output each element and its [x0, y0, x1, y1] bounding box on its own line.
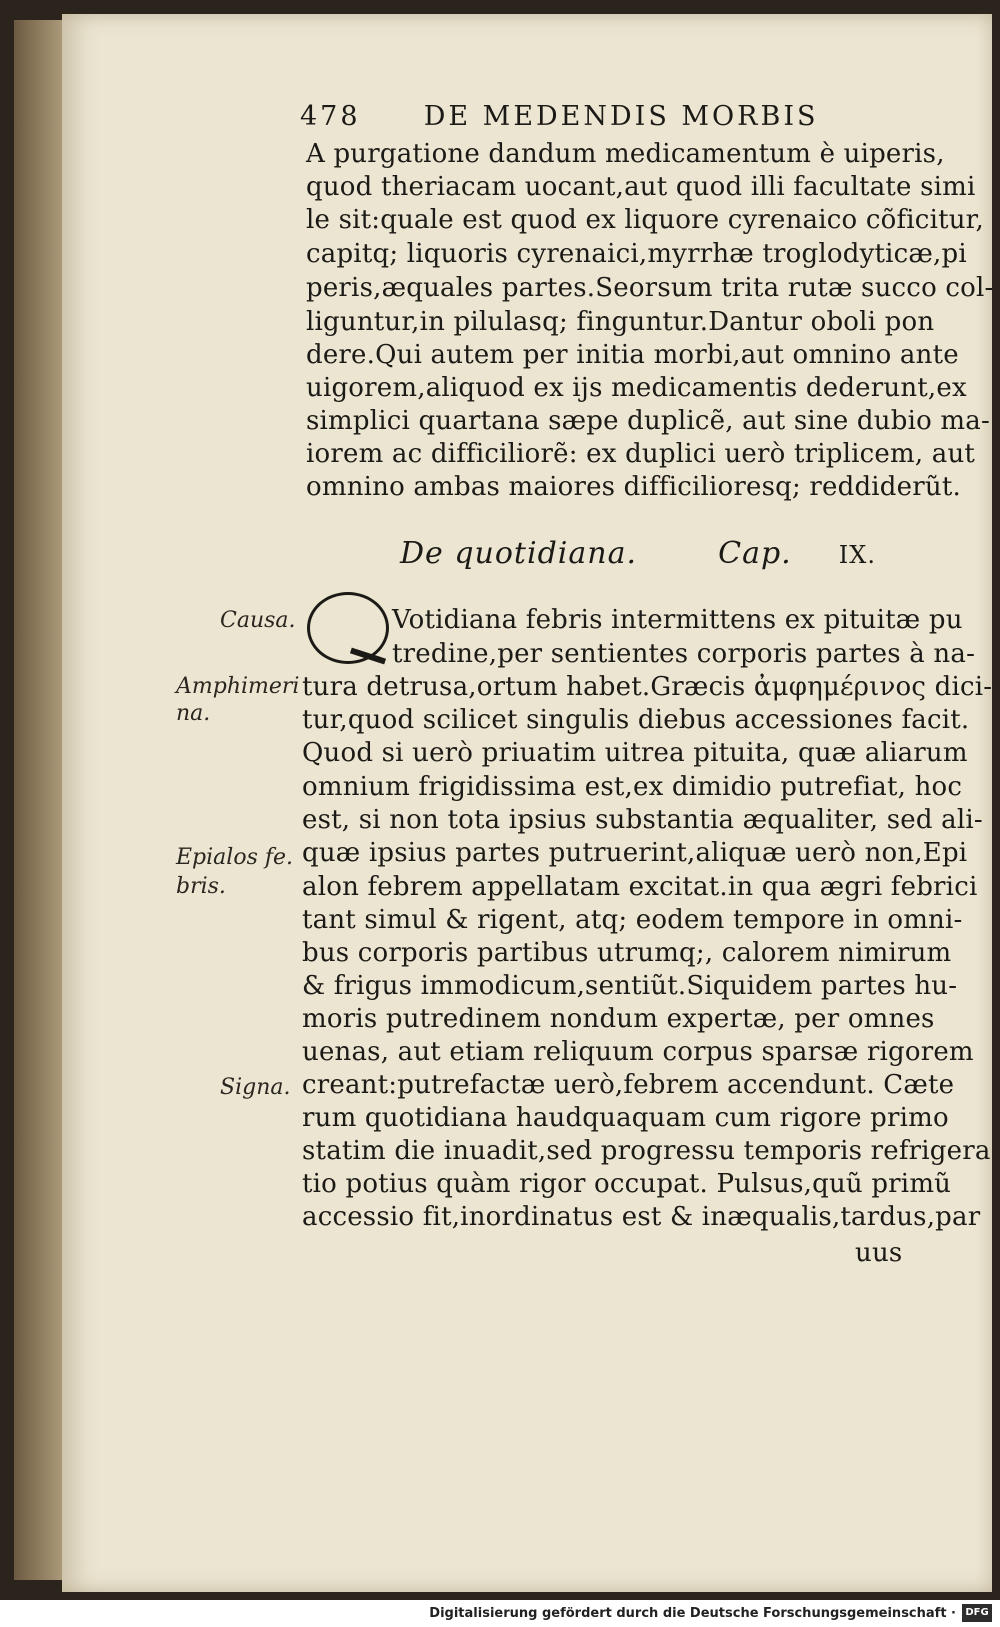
drop-cap-q-ornament — [307, 592, 389, 664]
page-number: 478 — [300, 101, 361, 132]
margin-note-signa: Signa. — [220, 1075, 291, 1100]
running-header — [300, 101, 819, 132]
text-line: tura detrusa,ortum habet.Græcis ἀμφημέρινος dici- — [302, 672, 993, 702]
text-line: quod theriacam uocant,aut quod illi facultate simi — [306, 172, 976, 202]
text-line: statim die inuadit,sed progressu temporis refrigera — [302, 1136, 991, 1166]
text-line: alon febrem appellatam excitat.in qua ægri febrici — [302, 872, 978, 902]
text-line: tredine,per sentientes corporis partes à na- — [392, 639, 976, 669]
chapter-title: De quotidiana. — [400, 536, 638, 571]
text-line: quæ ipsius partes putruerint,aliquæ uerò non,Epi — [302, 838, 968, 868]
margin-note-epialos: bris. — [176, 874, 226, 899]
text-line: uigorem,aliquod ex ijs medicamentis dederunt,ex — [306, 373, 967, 403]
text-line: omnino ambas maiores difficilioresq; reddiderũt. — [306, 472, 961, 502]
text-line: capitq; liquoris cyrenaici,myrrhæ troglodyticæ,pi — [306, 239, 967, 269]
text-line: Quod si uerò priuatim uitrea pituita, quæ aliarum — [302, 738, 968, 768]
text-line: dere.Qui autem per initia morbi,aut omnino ante — [306, 340, 959, 370]
text-line: & frigus immodicum,sentiũt.Siquidem partes hu- — [302, 971, 958, 1001]
chapter-number: IX. — [838, 541, 876, 569]
running-title: DE MEDENDIS MORBIS — [423, 101, 819, 132]
text-line: omnium frigidissima est,ex dimidio putrefiat, hoc — [302, 772, 963, 802]
text-line: creant:putrefactæ uerò,febrem accendunt. Cæte — [302, 1070, 955, 1100]
digitization-footer — [0, 1600, 1000, 1627]
text-line: est, si non tota ipsius substantia æqualiter, sed ali- — [302, 805, 983, 835]
text-line: accessio fit,inordinatus est & inæqualis,tardus,par — [302, 1202, 981, 1232]
text-line: iorem ac difficiliorẽ: ex duplici uerò triplicem, aut — [306, 439, 976, 469]
margin-note-amphimerina: Amphimeri — [176, 674, 300, 699]
text-line: rum quotidiana haudquaquam cum rigore primo — [302, 1103, 949, 1133]
dfg-logo-icon: DFG — [962, 1604, 992, 1622]
text-line: peris,æquales partes.Seorsum trita rutæ succo col- — [306, 273, 994, 303]
chapter-cap-label: Cap. — [718, 536, 792, 571]
chapter-heading — [400, 536, 876, 571]
text-line: tio potius quàm rigor occupat. Pulsus,quũ primũ — [302, 1169, 952, 1199]
text-line: tur,quod scilicet singulis diebus accessiones facit. — [302, 705, 970, 735]
text-line: le sit:quale est quod ex liquore cyrenaico cõficitur, — [306, 205, 984, 235]
text-line: uenas, aut etiam reliquum corpus sparsæ rigorem — [302, 1037, 974, 1067]
text-line: moris putredinem nondum expertæ, per omnes — [302, 1004, 935, 1034]
margin-note-amphimerina: na. — [176, 701, 211, 726]
text-line: liguntur,in pilulasq; finguntur.Dantur oboli pon — [306, 307, 935, 337]
text-line: tant simul & rigent, atq; eodem tempore in omni- — [302, 905, 963, 935]
margin-note-epialos: Epialos fe. — [176, 845, 294, 870]
text-line: simplici quartana sæpe duplicẽ, aut sine dubio ma- — [306, 406, 990, 436]
footer-credit: Digitalisierung gefördert durch die Deutsche Forschungsgemeinschaft · — [429, 1606, 956, 1621]
text-line: bus corporis partibus utrumq;, calorem nimirum — [302, 938, 952, 968]
text-line: Votidiana febris intermittens ex pituitæ pu — [392, 605, 963, 635]
margin-note-causa: Causa. — [220, 608, 296, 633]
catchword: uus — [855, 1238, 903, 1268]
text-line: A purgatione dandum medicamentum è uiperis, — [306, 139, 945, 169]
